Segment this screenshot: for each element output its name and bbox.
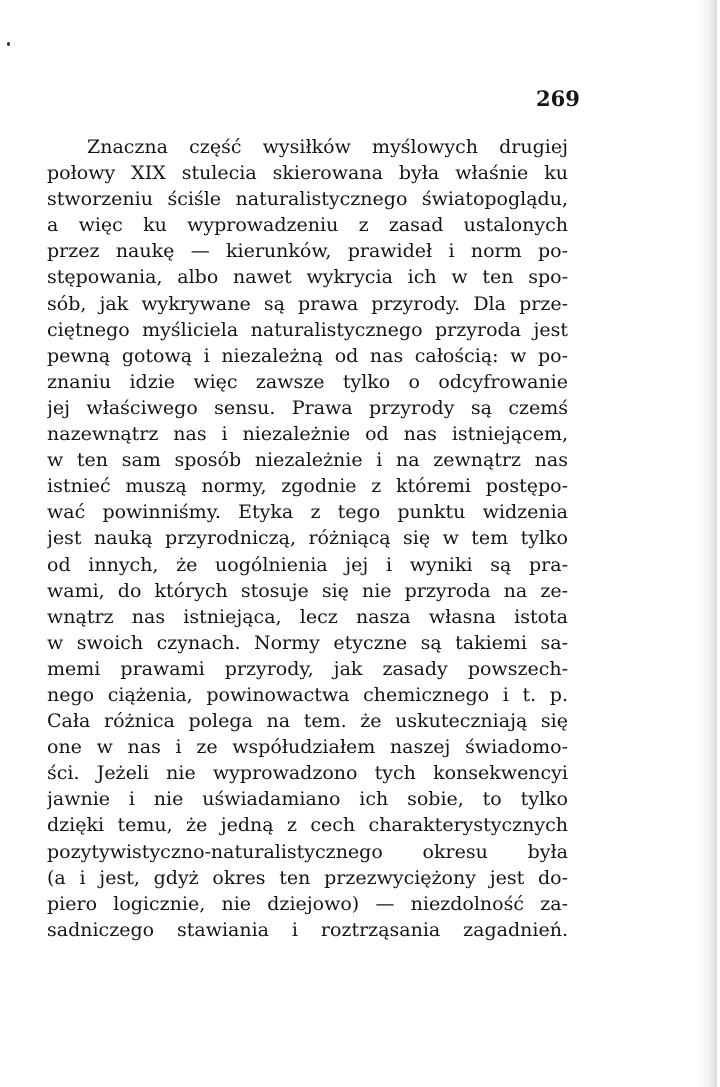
text-line: od innych, że uogólnienia jej i wyniki są pra- [47, 553, 568, 576]
text-line: a więc ku wyprowadzeniu z zasad ustalonych [47, 214, 568, 237]
text-line: stępowania, albo nawet wykrycia ich w ten spo- [47, 266, 568, 289]
text-line: nazewnątrz nas i niezależnie od nas istniejącem, [47, 423, 568, 446]
text-line: ciętnego myśliciela naturalistycznego przyroda jest [47, 318, 568, 341]
print-speck [7, 42, 10, 46]
text-line: stworzeniu ściśle naturalistycznego światopoglądu, [47, 188, 568, 211]
text-line: Cała różnica polega na tem. że uskuteczniają się [47, 710, 568, 733]
text-line: wami, do których stosuje się nie przyroda na ze- [47, 579, 568, 602]
text-line: one w nas i ze współudziałem naszej świadomo- [47, 736, 568, 759]
page-edge-shadow [697, 0, 717, 1087]
text-line: ści. Jeżeli nie wyprowadzono tych konsekwencyi [47, 762, 568, 785]
text-line: pewną gotową i niezależną od nas całością: w po- [47, 344, 568, 367]
text-line: sadniczego stawiania i roztrząsania zagadnień. [47, 918, 568, 941]
text-line: znaniu idzie więc zawsze tylko o odcyfrowanie [47, 370, 568, 393]
text-line: piero logicznie, nie dziejowo) — niezdolność za- [47, 892, 568, 915]
text-line: nego ciążenia, powinowactwa chemicznego i t. p. [47, 683, 568, 706]
text-line: jej właściwego sensu. Prawa przyrody są czemś [47, 396, 568, 419]
text-line: istnieć muszą normy, zgodnie z któremi postępo- [47, 475, 568, 498]
page-number: 269 [536, 86, 580, 111]
text-line: (a i jest, gdyż okres ten przezwyciężony jest do- [47, 866, 568, 889]
text-line: memi prawami przyrody, jak zasady powszech- [47, 657, 568, 680]
body-text [47, 134, 568, 943]
text-line: w swoich czynach. Normy etyczne są takiemi sa- [47, 631, 568, 654]
text-line: wać powinniśmy. Etyka z tego punktu widzenia [47, 501, 568, 524]
text-line: pozytywistyczno-naturalistycznego okresu była [47, 840, 568, 863]
text-line: wnątrz nas istniejąca, lecz nasza własna istota [47, 605, 568, 628]
text-line: dzięki temu, że jedną z cech charakterystycznych [47, 814, 568, 837]
text-line: połowy XIX stulecia skierowana była właśnie ku [47, 162, 568, 185]
text-line: jest nauką przyrodniczą, różniącą się w tem tylko [47, 527, 568, 550]
text-line: przez naukę — kierunków, prawideł i norm po- [47, 240, 568, 263]
text-line: jawnie i nie uświadamiano ich sobie, to tylko [47, 788, 568, 811]
text-line: sób, jak wykrywane są prawa przyrody. Dla prze- [47, 292, 568, 315]
text-line: Znaczna część wysiłków myślowych drugiej [87, 136, 568, 158]
text-line: w ten sam sposób niezależnie i na zewnątrz nas [47, 449, 568, 472]
